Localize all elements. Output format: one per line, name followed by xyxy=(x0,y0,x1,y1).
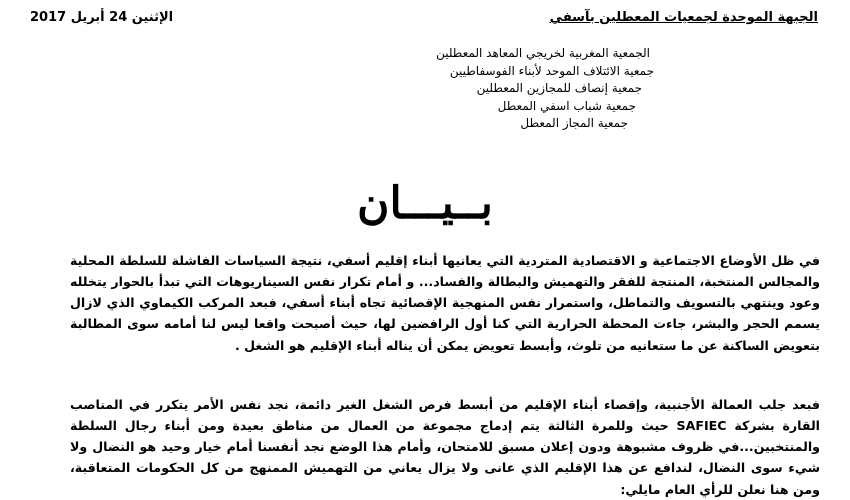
statement-title: بــيـــان xyxy=(357,178,493,229)
association-item: جمعية المجاز المعطل xyxy=(520,116,628,130)
association-item: جمعية الائتلاف الموحد لأبناء الفوسفاطيين xyxy=(449,63,654,78)
statement-paragraph-2: فبعد جلب العمالة الأجنبية، وإقصاء أبناء الإقليم من أبسط فرص الشغل الغير دائمة، نجد نفس الأمر يتكرر في المناصب القارة بشركة SAFIEC حيث وللمرة الثالثة يتم إدماج مجموعة من العمال من مناطق بعيدة ومن أبناء رجال السلطة والمنتخبين...في ظروف مشبوهة ودون إعلان مسبق للامتحان، وأمام هذا الوضع نجد أنفسنا أمام خيار وحيد هو النضال ولا شيء سوى النضال، لندافع عن هذا الإقليم الذي عانى ولا يزال يعاني من التهميش الممنهج من كل الحكومات المتعاقبة، ومن هنا نعلن للرأي العام مايلي: xyxy=(70,396,821,497)
association-item: الجمعية المغربية لخريجي المعاهد المعطلين xyxy=(436,46,650,60)
document-date: الإثنين 24 أبريل 2017 xyxy=(30,10,174,25)
associations-list xyxy=(436,45,654,133)
association-item: جمعية إنصاف للمجازين المعطلين xyxy=(476,81,642,95)
organization-header: الجبهة الموحدة لجمعيات المعطلين بآسفي xyxy=(549,10,818,25)
association-item: جمعية شباب اسفي المعطل xyxy=(497,98,636,113)
statement-paragraph-1: في ظل الأوضاع الاجتماعية و الاقتصادية المتردية التي يعانيها أبناء إقليم أسفي، نتيجة السياسات الفاشلة للسلطة المحلية والمجالس المنتخبة، المنتجة للفقر والتهميش والبطالة والفساد... و أمام تكرار نفس السيناريوهات التي تبدأ بالحوار يتخلله وعود وينتهي بالتسويف والتماطل، واستمرار نفس المنهجية الإقصائية تجاه أبناء أسفي، فبعد المركب الكيماوي الذي لازال يسمم الحجر والبشر، جاءت المحطة الحرارية التي كنا أول الرافضين لها، حيث أصبحت واقعا ليس لنا أمامه سوى المطالبة بتعويض الساكنة عن ما ستعانيه من تلوث، وأبسط تعويض يمكن أن يناله أبناء الإقليم هو الشغل . xyxy=(70,252,820,353)
